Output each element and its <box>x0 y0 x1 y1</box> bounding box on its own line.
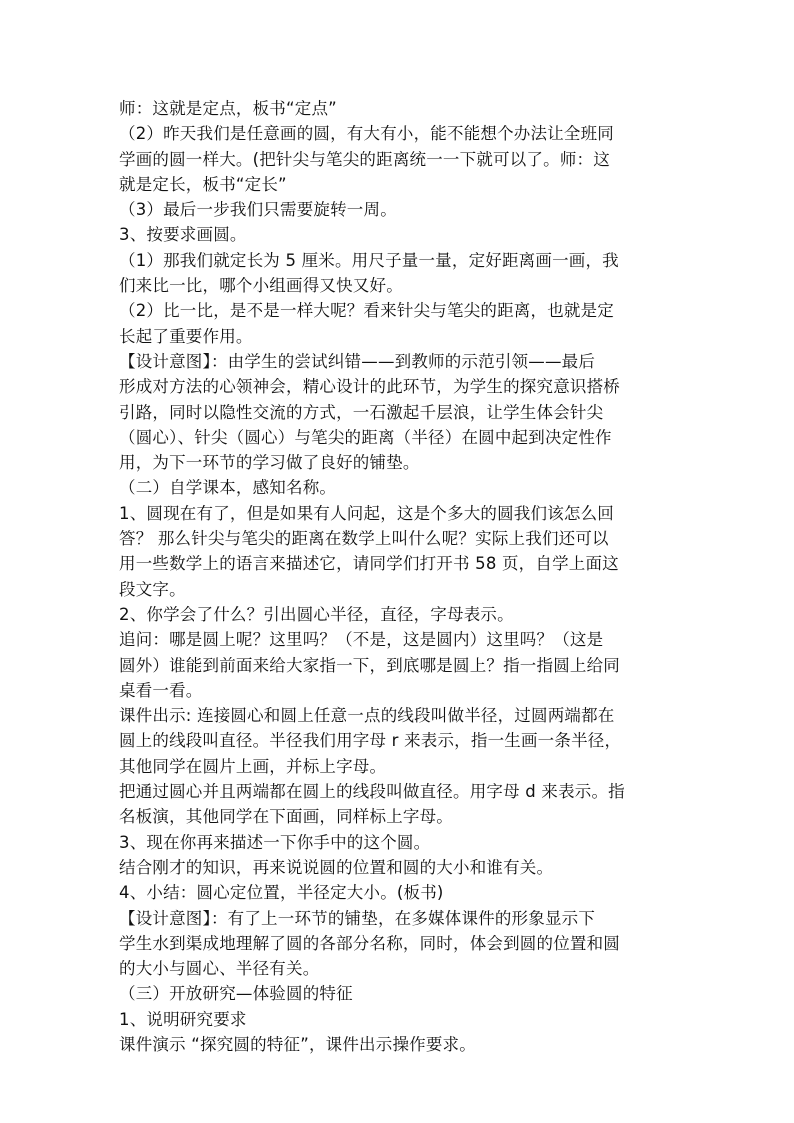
text-line: 桌看一看。 <box>119 680 203 700</box>
text-line: 就是定长，板书“定长” <box>119 174 287 194</box>
text-line: 2、你学会了什么？引出圆心半径，直径，字母表示。 <box>119 604 514 624</box>
text-line: 答？ 那么针尖与笔尖的距离在数学上叫什么呢？实际上我们还可以 <box>119 529 609 549</box>
text-line: 学画的圆一样大。(把针尖与笔尖的距离统一一下就可以了。师：这 <box>119 149 610 169</box>
text-line: （1）那我们就定长为 5 厘米。用尺子量一量，定好距离画一画，我 <box>119 250 619 270</box>
text-line: （3）最后一步我们只需要旋转一周。 <box>119 200 397 220</box>
document-body <box>119 96 679 1057</box>
text-line: 把通过圆心并且两端都在圆上的线段叫做直径。用字母 d 来表示。指 <box>119 782 625 802</box>
text-line: 1、说明研究要求 <box>119 1009 247 1029</box>
text-line: 其他同学在圆片上画，并标上字母。 <box>119 756 387 776</box>
section-heading: （二）自学课本，感知名称。 <box>119 478 337 498</box>
design-intent-line: 【设计意图】：有了上一环节的铺垫，在多媒体课件的形象显示下 <box>119 908 596 928</box>
text-line: （圆心）、针尖（圆心）与笔尖的距离（半径）在圆中起到决定性作 <box>119 427 612 447</box>
section-heading: 3、按要求画圆。 <box>119 225 247 245</box>
text-line: 圆上的线段叫直径。半径我们用字母 r 来表示，指一生画一条半径， <box>119 731 622 751</box>
text-line: 学生水到渠成地理解了圆的各部分名称，同时，体会到圆的位置和圆 <box>119 933 620 953</box>
text-line: 师：这就是定点，板书“定点” <box>119 99 337 118</box>
text-line: 1、圆现在有了，但是如果有人问起，这是个多大的圆我们该怎么回 <box>119 503 614 523</box>
text-line: 引路，同时以隐性交流的方式，一石激起千层浪，让学生体会针尖 <box>119 402 604 422</box>
text-line: 3、现在你再来描述一下你手中的这个圆。 <box>119 832 431 852</box>
text-line: 长起了重要作用。 <box>119 326 253 346</box>
text-line: 用，为下一环节的学习做了良好的铺垫。 <box>119 453 420 473</box>
text-line: 圆外）谁能到前面来给大家指一下，到底哪是圆上？指一指圆上给同 <box>119 655 620 675</box>
text-line: 用一些数学上的语言来描述它，请同学们打开书 58 页，自学上面这 <box>119 554 619 574</box>
text-line: 追问：哪是圆上呢？这里吗？（不是，这是圆内）这里吗？（这是 <box>119 630 604 650</box>
design-intent-line: 【设计意图】：由学生的尝试纠错——到教师的示范引领——最后 <box>119 351 596 371</box>
text-line: 名板演，其他同学在下面画，同样标上字母。 <box>119 807 453 827</box>
text-line: 段文字。 <box>119 579 186 599</box>
text-line: 结合刚才的知识，再来说说圆的位置和圆的大小和谁有关。 <box>119 857 554 877</box>
text-line: 的大小与圆心、半径有关。 <box>119 959 320 979</box>
text-line: （2）昨天我们是任意画的圆，有大有小，能不能想个办法让全班同 <box>119 124 614 144</box>
text-line: 们来比一比，哪个小组画得又快又好。 <box>119 276 403 296</box>
text-line: （2）比一比，是不是一样大呢？看来针尖与笔尖的距离，也就是定 <box>119 301 614 321</box>
text-line: 课件出示: 连接圆心和圆上任意一点的线段叫做半径，过圆两端都在 <box>119 706 615 726</box>
text-line: 课件演示 “探究圆的特征”，课件出示操作要求。 <box>119 1034 476 1054</box>
text-line: 4、小结：圆心定位置，半径定大小。(板书) <box>119 883 444 903</box>
section-heading: （三）开放研究—体验圆的特征 <box>119 984 353 1004</box>
text-line: 形成对方法的心领神会，精心设计的此环节，为学生的探究意识搭桥 <box>119 377 620 397</box>
